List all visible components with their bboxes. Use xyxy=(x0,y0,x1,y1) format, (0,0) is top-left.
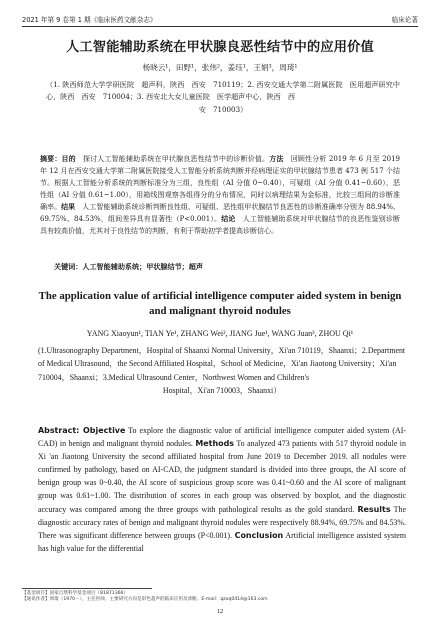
abstract-english xyxy=(38,424,406,555)
abstract-cn-methods: 回顾性分析 2019 年 6 月至 2019 年 12 月在西安交通大学第二附属医院接受人工智能分析系统判断并经病理证实的甲状腺结节患者 473 例 517 个结节。根据人工智能分析系统的判断标准分为三组，良性组（AI 分值 0~0.40），可疑组（AI 分值 0.41~0.60），恶性组（AI 分值 0.61~1.00），用箱线图观察各组得分的分布情况，同时以病理结果为金标准，比较三组间的诊断准确率。 xyxy=(40,155,401,211)
column-label: 临床论著 xyxy=(391,16,418,24)
abstract-cn-methods-label: 方法 xyxy=(269,155,284,163)
footnotes xyxy=(22,591,418,604)
abstract-cn-conclusion: 人工智能辅助系统对甲状腺结节的良恶性鉴别诊断具有较高价值，尤其对于良性结节的判断，有利于帮助初学者提高诊断信心。 xyxy=(40,215,401,235)
abstract-en-objective: To explore the diagnostic value of artificial intelligence computer aided system (AI-CAD) in benign and malignant thyroid nodules. xyxy=(38,426,406,449)
title-english: The application value of artificial intelligence computer aided system in benign and malignant thyroid nodules xyxy=(38,290,402,317)
abstract-en-objective-label: Abstract: Objective xyxy=(38,426,126,435)
footnote-corresponding-author: 【通讯作者】周琦（1970－），主任医师，主要研究方向是彩色超声的临床应用及诊断。E-mail：qzxq0414@163.com xyxy=(22,597,268,603)
keywords-cn-label: 关键词： xyxy=(54,262,83,271)
abstract-en-results-label: Results xyxy=(357,504,391,514)
abstract-en-results: The diagnostic accuracy rates of benign and malignant thyroid nodules were respectively 88.94%, 69.75% and 84.53%. There was significant difference between groups (P<0.001). xyxy=(38,504,407,540)
affiliation-cn-line: （1. 陕西师范大学学研医院 超声科，陕西 西安 710119；2. 西安交通大学第二附属医院 医用超声研究中心，陕西 西安 710004；3. 西安北大女儿童医院 医学超声中心，陕西 西 xyxy=(46,80,400,102)
abstract-en-conclusion: Artificial intelligence assisted system has high value for the differential xyxy=(38,530,407,553)
abstract-cn-objective-label: 摘要：目的 xyxy=(40,155,76,163)
keywords-cn-text: 人工智能辅助系统；甲状腺结节；超声 xyxy=(82,262,203,271)
affiliation-cn-line: 安 710003） xyxy=(198,104,248,114)
abstract-cn-results-label: 结果 xyxy=(61,203,76,211)
abstract-cn-conclusion-label: 结论 xyxy=(221,215,236,223)
abstract-en-methods-label: Methods xyxy=(195,439,234,449)
keywords-chinese xyxy=(54,262,400,272)
title-chinese: 人工智能辅助系统在甲状腺良恶性结节中的应用价值 xyxy=(66,40,374,55)
abstract-cn-objective: 探讨人工智能辅助系统在甲状腺良恶性结节中的诊断价值。 xyxy=(75,155,270,163)
abstract-en-conclusion-label: Conclusion xyxy=(234,530,284,540)
header-rule xyxy=(22,26,418,27)
running-header xyxy=(22,10,418,24)
footnote-rule xyxy=(22,588,152,589)
affiliations-chinese xyxy=(46,79,400,116)
authors-english: YANG Xiaoyun¹, TIAN Ye¹, ZHANG Wei², JIANG Jue¹, WANG Juan³, ZHOU Qi¹ xyxy=(86,329,354,338)
footnote-funding: 【基金项目】国家自然科学基金项目（81871366） xyxy=(22,591,129,596)
authors-chinese: 杨晓云¹，田野¹，张伟²，姜珏¹，王娟³，周琦¹ xyxy=(142,63,298,72)
page-number: 12 xyxy=(216,608,224,615)
abstract-chinese xyxy=(40,153,400,237)
abstract-cn-results: 人工智能辅助系统诊断判断良性组、可疑组、恶性组甲状腺结节良恶性的诊断准确率分别为 88.94%、69.75%、84.53%，组间差异具有显著性（P<0.001）。 xyxy=(40,203,401,223)
affiliation-en-line: (1.Ultrasonography Department，Hospital of Shaanxi Normal University，Xi'an 710119，Shaanxi；2.Department of Medical Ultrasound，the Second Affiliated Hospital，School of Medicine，Xi'an Jiaotong University；Xi'an 710004，Shaanxi；3.Medical Ultrasound Center，Northwest Women and Children's xyxy=(38,346,406,382)
journal-info: 2021 年第 9 卷第 1 期《临床医药文献杂志》 xyxy=(22,16,157,24)
affiliation-en-line: Hospital，Xi'an 710003，Shaanxi） xyxy=(162,385,282,395)
affiliations-english xyxy=(38,344,406,397)
abstract-en-methods: To analyzed 473 patients with 517 thyroid nodule in Xi 'an Jiaotong University the second affiliated hospital from June 2019 to December 2019. all nodules were confirmed by pathology, based on AI-CAD, the judgment standard is divided into three groups, the AI score of benign group was 0~0.40, the AI score of suspicious group score was 0.41~0.60 and the AI score of malignant group was 0.61~1.00. The distribution of scores in each group was observed by boxplot, and the diagnostic accuracy was compared among the three groups with pathological results as the gold standard. xyxy=(38,439,406,514)
